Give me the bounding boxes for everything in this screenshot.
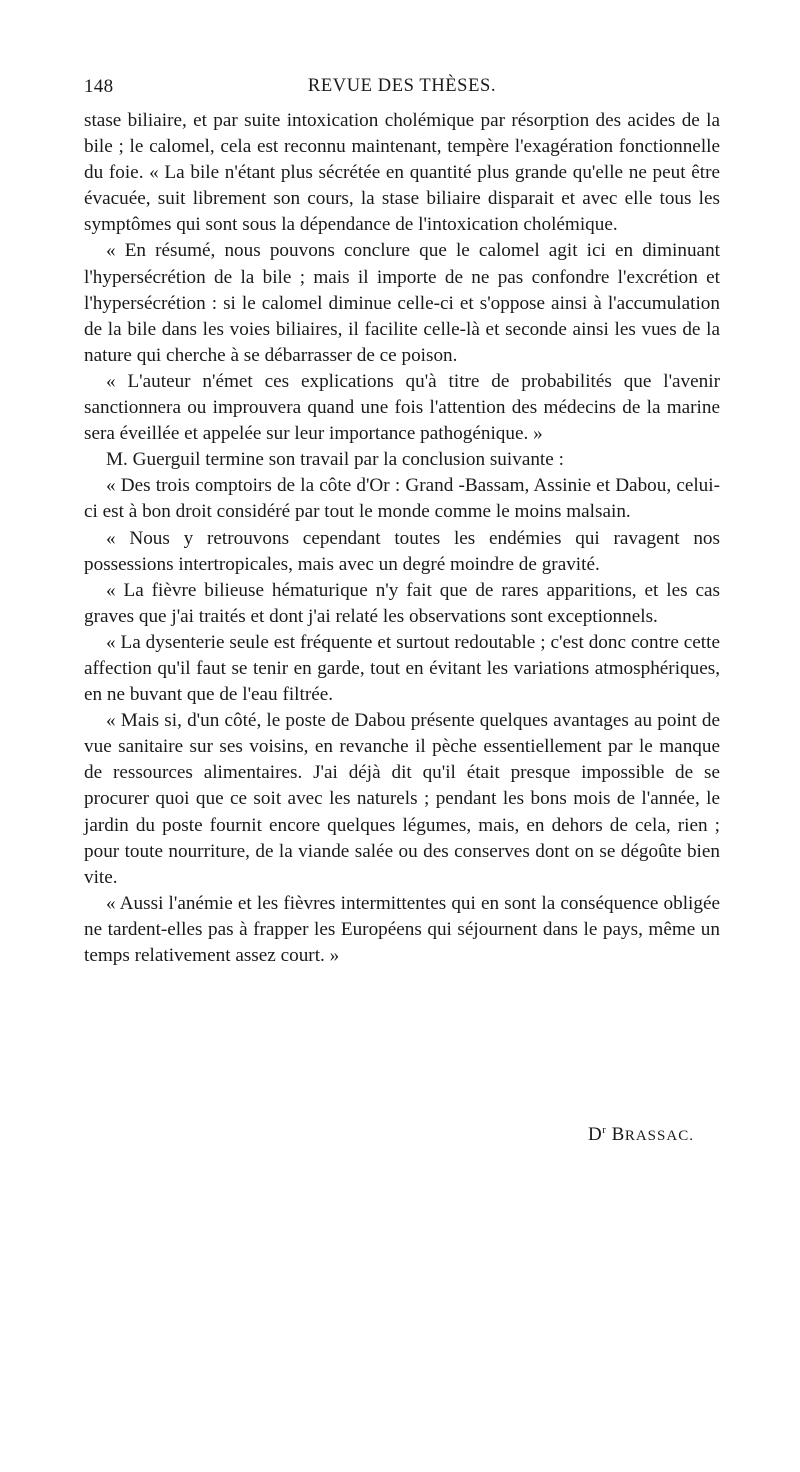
signature-name-initial: B (611, 1124, 625, 1145)
page-number: 148 (84, 76, 114, 97)
paragraph: M. Guerguil termine son travail par la conclusion suivante : (106, 449, 564, 471)
signature-name-rest: RASSAC. (624, 1128, 694, 1144)
author-signature (588, 1124, 694, 1146)
paragraph: stase biliaire, et par suite intoxication cholémique par résorption des acides de la bile ; le calomel, cela est reconnu maintenant, tempère l'exagération fonctionnelle du foie. « La bile n'étant plus sécrétée en quantité plus grande qu'elle ne peut être évacuée, suit librement son cours, la stase biliaire disparait et avec elle tous les symptômes qui sont sous la dépendance de l'intoxication cholémique. (84, 110, 720, 236)
running-title: REVUE DES THÈSES. (307, 76, 497, 96)
paragraph: « Nous y retrouvons cependant toutes les endémies qui ravagent nos possessions intertropicales, mais avec un degré moindre de gravité. (84, 527, 720, 575)
paragraph: « L'auteur n'émet ces explications qu'à titre de probabilités que l'avenir sanctionnera ou improuvera quand une fois l'attention des médecins de la marine sera éveillée et appelée sur leur importance pathogénique. » (84, 370, 720, 445)
paragraph: « Mais si, d'un côté, le poste de Dabou présente quelques avantages au point de vue sanitaire sur ses voisins, en revanche il pèche essentiellement par le manque de ressources alimentaires. J'ai déjà dit qu'il était presque impossible de se procurer quoi que ce soit avec les naturels ; pendant les bons mois de l'année, le jardin du poste fournit encore quelques légumes, mais, en dehors de cela, rien ; pour toute nourriture, de la viande salée ou des conserves dont on se dégoûte bien vite. (84, 710, 720, 888)
paragraph: « Des trois comptoirs de la côte d'Or : Grand -Bassam, Assinie et Dabou, celui-ci est à bon droit considéré par tout le monde comme le moins malsain. (84, 475, 720, 523)
signature-title-superscript: r (602, 1124, 607, 1136)
paragraph: « Aussi l'anémie et les fièvres intermittentes qui en sont la conséquence obligée ne tardent-elles pas à frapper les Européens qui séjournent dans le pays, même un temps relativement assez court. » (84, 892, 720, 966)
paragraph: « La dysenterie seule est fréquente et surtout redoutable ; c'est donc contre cette affection qu'il faut se tenir en garde, tout en évitant les variations atmosphériques, en ne buvant que de l'eau filtrée. (84, 631, 720, 706)
paragraph: « En résumé, nous pouvons conclure que le calomel agit ici en diminuant l'hypersécrétion de la bile ; mais il importe de ne pas confondre l'excrétion et l'hypersécrétion : si le calomel diminue celle-ci et s'oppose ainsi à l'accumulation de la bile dans les voies biliaires, il facilite celle-là et seconde ainsi les vues de la nature qui cherche à se débarrasser de ce poison. (84, 240, 720, 366)
paragraph: « La fièvre bilieuse hématurique n'y fait que de rares apparitions, et les cas graves que j'ai traités et dont j'ai relaté les observations sont exceptionnels. (84, 579, 720, 627)
page-header (84, 76, 720, 102)
body-text (84, 108, 720, 969)
signature-title: D (588, 1124, 603, 1145)
